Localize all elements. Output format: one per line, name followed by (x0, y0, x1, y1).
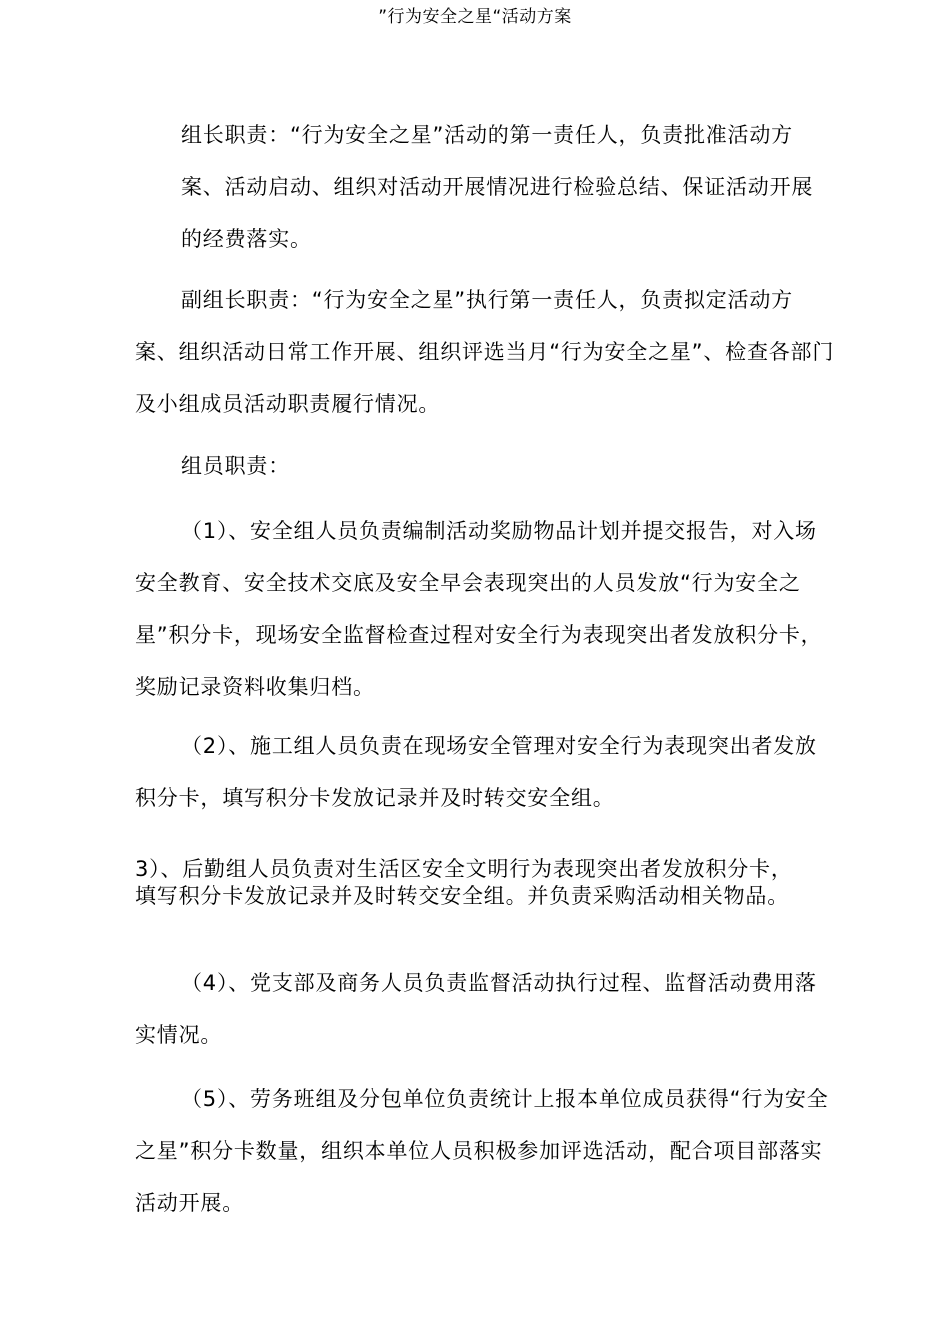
paragraph-labor-team-duties: （5）、劳务班组及分包单位负责统计上报本单位成员获得“行为安全之星”积分卡数量，组织本单位人员积极参加评选活动，配合项目部落实活动开展。 (135, 1087, 829, 1215)
paragraph-safety-group-duties: （1）、安全组人员负责编制活动奖励物品计划并提交报告，对入场安全教育、安全技术交底及安全早会表现突出的人员发放“行为安全之星”积分卡，现场安全监督检查过程对安全行为表现突出者发放积分卡，奖励记录资料收集归档。 (135, 519, 823, 699)
paragraph-party-branch-duties: （4）、党支部及商务人员负责监督活动执行过程、监督活动费用落实情况。 (135, 971, 817, 1047)
paragraph-deputy-leader-duties: 副组长职责：“行为安全之星”执行第一责任人，负责拟定活动方案、组织活动日常工作开展、组织评选当月“行为安全之星”、检查各部门及小组成员活动职责履行情况。 (135, 288, 835, 416)
paragraph-logistics-group-duties: 3）、后勤组人员负责对生活区安全文明行为表现突出者发放积分卡，填写积分卡发放记录并及时转交安全组。并负责采购活动相关物品。 (135, 857, 793, 908)
paragraph-leader-duties: 组长职责：“行为安全之星”活动的第一责任人，负责批准活动方案、活动启动、组织对活动开展情况进行检验总结、保证活动开展的经费落实。 (181, 123, 814, 251)
document-title: ”行为安全之星“活动方案 (378, 7, 572, 27)
paragraph-construction-group-duties: （2）、施工组人员负责在现场安全管理对安全行为表现突出者发放积分卡，填写积分卡发放记录并及时转交安全组。 (135, 734, 817, 810)
paragraph-member-duties-heading: 组员职责： (181, 454, 290, 478)
